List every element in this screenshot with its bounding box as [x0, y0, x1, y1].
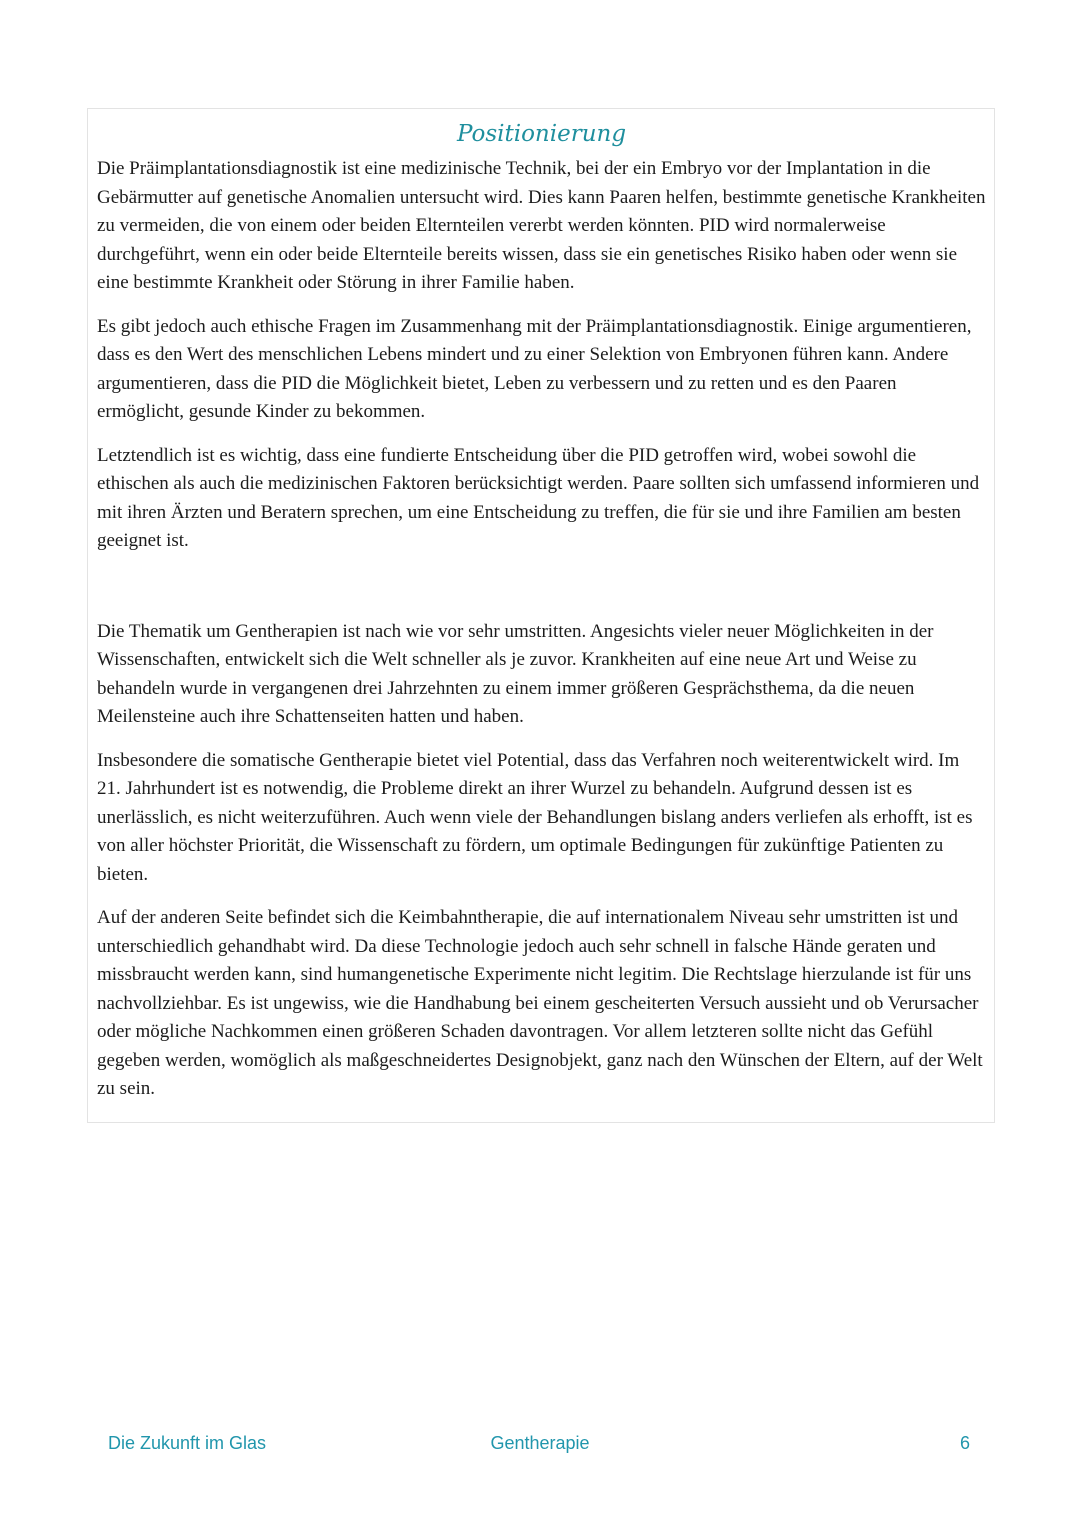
footer-page-number: 6: [959, 1433, 970, 1453]
paragraph: Die Präimplantationsdiagnostik ist eine medizinische Technik, bei der ein Embryo vor der Implantation in die Gebärmutter auf genetische Anomalien untersucht wird. Dies kann Paaren helfen, bestimmte genetische Krankheiten zu vermeiden, die von einem oder beiden Elternteilen vererbt werden könnten. PID wird normalerweise durchgeführt, wenn ein oder beide Elternteile bereits wissen, dass sie ein genetisches Risiko haben oder wenn sie eine bestimmte Krankheit oder Störung in ihrer Familie haben.: [97, 158, 986, 293]
paragraph: Insbesondere die somatische Gentherapie bietet viel Potential, dass das Verfahren noch weiterentwickelt wird. Im 21. Jahrhundert ist es notwendig, die Probleme direkt an ihrer Wurzel zu behandeln. Aufgrund dessen ist es unerlässlich, es nicht weiterzuführen. Auch wenn viele der Behandlungen bislang anders verliefen als erhofft, ist es von aller höchster Priorität, die Wissenschaft zu fördern, um optimale Bedingungen für zukünftige Patienten zu bieten.: [97, 749, 973, 885]
footer-chapter-title: Gentherapie: [490, 1433, 590, 1453]
section-spacer: [97, 571, 986, 618]
page-footer: [0, 1430, 1080, 1456]
paragraph: Auf der anderen Seite befindet sich die Keimbahntherapie, die auf internationalem Niveau sehr umstritten ist und unterschiedlich gehandhabt wird. Da diese Technologie jedoch auch sehr schnell in falsche Hände geraten und missbraucht werden kann, sind humangenetische Experimente nicht legitim. Die Rechtslage hierzulande ist für uns nachvollziehbar. Es ist ungewiss, wie die Handhabung bei einem gescheiterten Versuch aussieht und ob Verursacher oder mögliche Nachkommen einen größeren Schaden davontragen. Vor allem letzteren sollte nicht das Gefühl gegeben werden, womöglich als maßgeschneidertes Designobjekt, ganz nach den Wünschen der Eltern, auf der Welt zu sein.: [97, 907, 983, 1099]
paragraph: Die Thematik um Gentherapien ist nach wie vor sehr umstritten. Angesichts vieler neuer Möglichkeiten in der Wissenschaften, entwickelt sich die Welt schneller als je zuvor. Krankheiten auf eine neue Art und Weise zu behandeln wurde in vergangenen drei Jahrzehnten zu einem immer größeren Gesprächsthema, da die neuen Meilensteine auch ihre Schattenseiten hatten und haben.: [97, 620, 934, 727]
content-box: [87, 108, 995, 1123]
section-title: Positionierung: [456, 121, 627, 147]
paragraph: Letztendlich ist es wichtig, dass eine fundierte Entscheidung über die PID getroffen wird, wobei sowohl die ethischen als auch die medizinischen Faktoren berücksichtigt werden. Paare sollten sich umfassend informieren und mit ihren Ärzten und Beratern sprechen, um eine Entscheidung zu treffen, die für sie und ihre Familien am besten geeignet ist.: [97, 444, 980, 551]
paragraph: Es gibt jedoch auch ethische Fragen im Zusammenhang mit der Präimplantationsdiagnostik. Einige argumentieren, dass es den Wert des menschlichen Lebens mindert und zu einer Selektion von Embryonen führen kann. Andere argumentieren, dass die PID die Möglichkeit bietet, Leben zu verbessern und zu retten und es den Paaren ermöglicht, gesunde Kinder zu bekommen.: [97, 315, 972, 422]
footer-document-title: Die Zukunft im Glas: [108, 1433, 267, 1453]
